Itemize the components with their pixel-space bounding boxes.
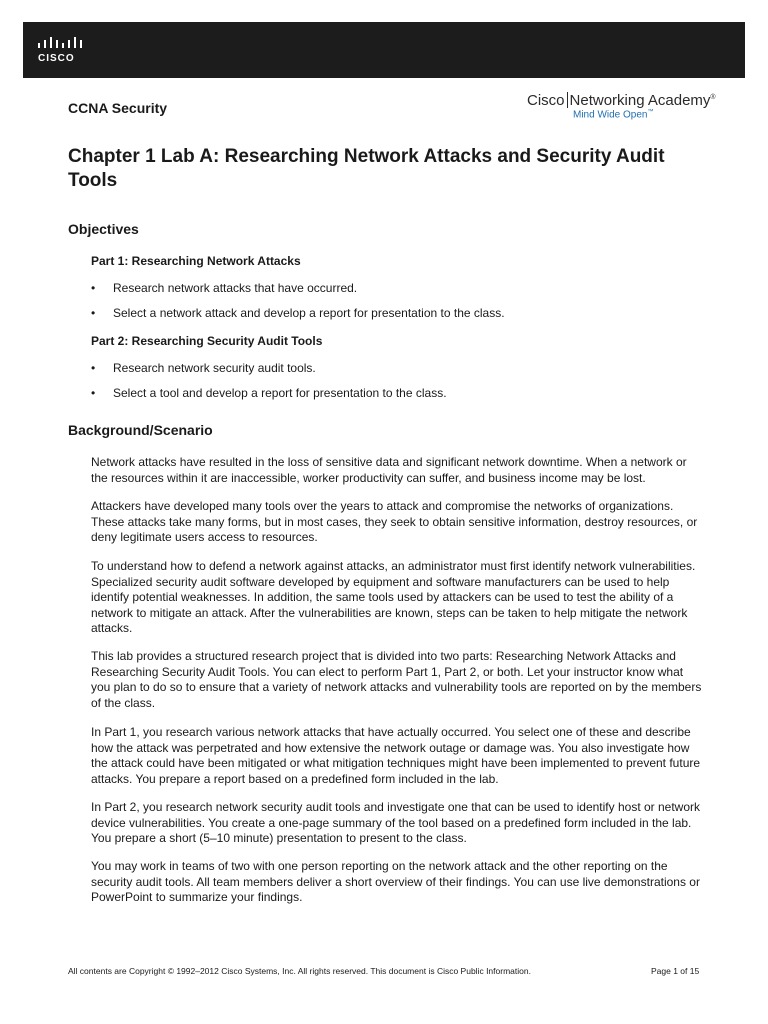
paragraph: Network attacks have resulted in the loss of sensitive data and significant network downtime. When a network or the resources within it are inaccessible, worker productivity can suffer, and business income may be lost. bbox=[91, 455, 687, 485]
academy-name-networking: Networking Academy bbox=[569, 92, 711, 109]
academy-tagline: Mind Wide Open bbox=[573, 109, 648, 121]
bullet-item: • Research network security audit tools. bbox=[91, 361, 316, 375]
paragraph: In Part 2, you research network security audit tools and investigate one that can be used to identify host or network device vulnerabilities. You create a one-page summary of the tool based on a predefined form included in the lab. You prepare a short (5–10 minute) presentation to present to the class. bbox=[91, 800, 701, 845]
bullet-item: • Research network attacks that have occurred. bbox=[91, 281, 358, 295]
objectives-heading: Objectives bbox=[68, 221, 139, 237]
part2-heading: Part 2: Researching Security Audit Tools bbox=[91, 334, 323, 348]
cisco-bars-icon bbox=[36, 35, 86, 51]
academy-name-cisco: Cisco bbox=[527, 92, 565, 109]
header-bar bbox=[23, 22, 745, 78]
bullet-item: • Select a network attack and develop a report for presentation to the class. bbox=[91, 306, 505, 320]
registered-mark: ® bbox=[710, 94, 716, 101]
course-name: CCNA Security bbox=[68, 100, 168, 116]
background-heading: Background/Scenario bbox=[68, 422, 213, 438]
part1-heading: Part 1: Researching Network Attacks bbox=[91, 254, 301, 268]
paragraph: You may work in teams of two with one person reporting on the network attack and the other reporting on the security audit tools. All team members deliver a short overview of their findings. You can use live demonstrations or PowerPoint to summarize your findings. bbox=[91, 859, 700, 904]
cisco-logo-text: CISCO bbox=[38, 53, 75, 64]
paragraph: In Part 1, you research various network attacks that have actually occurred. You select one of these and describe how the attack was perpetrated and how extensive the network outage or damage was. You also investigate how the attack could have been mitigated or what mitigation techniques might have been implemented to prevent future attacks. You prepare a report based on a predefined form included in the lab. bbox=[91, 725, 701, 786]
academy-logo bbox=[527, 92, 742, 126]
cisco-logo bbox=[36, 35, 96, 69]
trademark-mark: ™ bbox=[647, 109, 654, 115]
footer-page-number: Page 1 of 15 bbox=[651, 966, 700, 976]
bullet-item: • Select a tool and develop a report for presentation to the class. bbox=[91, 386, 447, 400]
paragraph: To understand how to defend a network against attacks, an administrator must first identify network vulnerabilities. Specialized security audit software developed by equipment and software manufacturers can be used to help identify potential weaknesses. In addition, the same tools used by attackers can be used to test the ability of a network to mitigate an attack. After the vulnerabilities are known, steps can be taken to help mitigate the network attacks. bbox=[91, 559, 696, 635]
academy-separator bbox=[567, 92, 568, 108]
paragraph: This lab provides a structured research project that is divided into two parts: Researching Network Attacks and Researching Security Audit Tools. You can elect to perform Part 1, Part 2, or both. Let your instructor know what you plan to do so to ensure that a variety of network attacks and vulnerability tools are reported on by the members of the class. bbox=[91, 649, 702, 710]
footer-copyright: All contents are Copyright © 1992–2012 Cisco Systems, Inc. All rights reserved. This document is Cisco Public Information. bbox=[68, 966, 531, 976]
paragraph: Attackers have developed many tools over the years to attack and compromise the networks of organizations. These attacks take many forms, but in most cases, they seek to obtain sensitive information, destroy resources, or deny legitimate users access to resources. bbox=[91, 499, 698, 544]
document-title: Chapter 1 Lab A: Researching Network Attacks and Security Audit Tools bbox=[68, 146, 665, 191]
